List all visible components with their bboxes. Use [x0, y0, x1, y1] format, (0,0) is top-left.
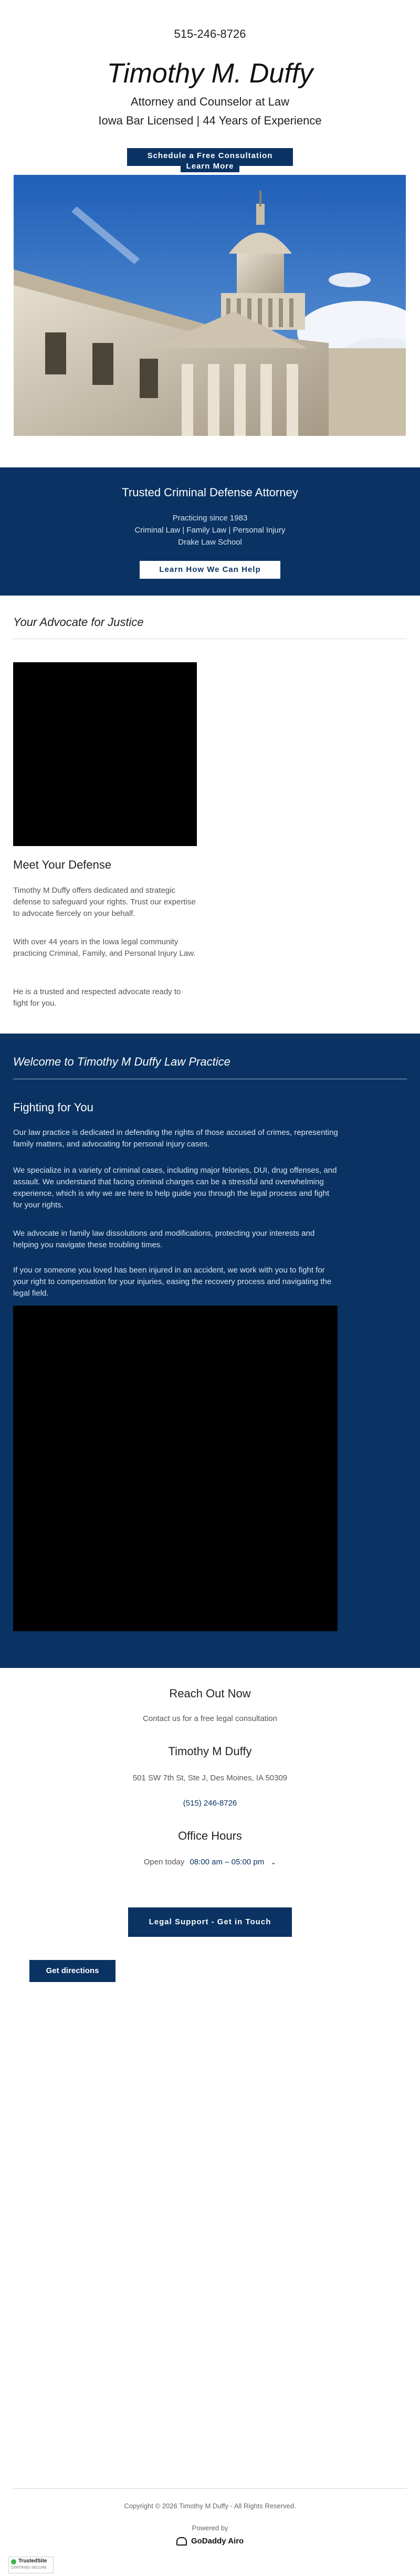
- legal-support-button[interactable]: [128, 1907, 292, 1937]
- legal-support-label: Legal Support - Get in Touch: [149, 1917, 271, 1926]
- get-directions-button[interactable]: [29, 1960, 116, 1982]
- learn-how-button[interactable]: [140, 561, 280, 579]
- welcome-paragraph-1: Our law practice is dedicated in defending the rights of those accused of crimes, representing family matters, and advocating for personal injury cases.: [13, 1128, 338, 1149]
- welcome-section: [0, 1034, 420, 1668]
- welcome-paragraph-3: We advocate in family law dissolutions and modifications, protecting your interests and helping you navigate these troubling times.: [13, 1229, 315, 1249]
- godaddy-logo-icon: [176, 2537, 187, 2546]
- copyright-text: Copyright © 2026 Timothy M Duffy - All Rights Reserved.: [124, 2502, 296, 2510]
- learn-how-label: Learn How We Can Help: [159, 565, 261, 574]
- trusted-line-2: Criminal Law | Family Law | Personal Injury: [134, 526, 286, 535]
- powered-by-label: Powered by: [192, 2524, 228, 2532]
- contact-address: 501 SW 7th St, Ste J, Des Moines, IA 50309: [132, 1774, 288, 1782]
- hours-value: 08:00 am – 05:00 pm: [190, 1858, 265, 1866]
- learn-more-button[interactable]: [181, 161, 239, 172]
- welcome-heading: Welcome to Timothy M Duffy Law Practice: [13, 1055, 230, 1068]
- footer-divider: [13, 2488, 407, 2489]
- meet-defense-heading: Meet Your Defense: [13, 858, 112, 871]
- godaddy-airo-link[interactable]: [0, 2537, 420, 2546]
- fighting-heading: Fighting for You: [13, 1101, 93, 1114]
- site-subtitle: Attorney and Counselor at Law: [130, 95, 290, 108]
- advocate-paragraph-3: He is a trusted and respected advocate ready to fight for you.: [13, 987, 181, 1008]
- contact-phone-link[interactable]: (515) 246-8726: [183, 1799, 237, 1808]
- reach-out-heading: Reach Out Now: [169, 1687, 251, 1700]
- trustedsite-badge[interactable]: [8, 2557, 54, 2573]
- welcome-paragraph-2: We specialize in a variety of criminal cases, including major felonies, DUI, drug offenses, and assault. We understand that facing criminal charges can be a stressful and overwhelming experience, which is why we are here to help guide you through the legal process and fight for your rights.: [13, 1166, 337, 1209]
- advocate-video[interactable]: [13, 662, 197, 846]
- chevron-down-icon: ⌄: [270, 1858, 277, 1866]
- trusted-line-1: Practicing since 1983: [172, 514, 248, 523]
- check-icon: [11, 2559, 16, 2564]
- welcome-paragraph-4: If you or someone you loved has been injured in an accident, we work with you to fight for your right to compensation for your injuries, easing the recovery process and navigating the legal field.: [13, 1266, 332, 1298]
- office-hours-toggle[interactable]: [0, 1858, 420, 1866]
- get-directions-label: Get directions: [46, 1966, 99, 1975]
- courthouse-dome-image: [14, 175, 406, 436]
- office-hours-heading: Office Hours: [178, 1829, 242, 1842]
- schedule-consultation-label: Schedule a Free Consultation: [147, 151, 273, 160]
- trusted-title: Trusted Criminal Defense Attorney: [122, 486, 298, 499]
- welcome-video[interactable]: [13, 1306, 338, 1631]
- badge-title: TrustedSite: [18, 2558, 47, 2564]
- open-today-label: Open today: [143, 1858, 185, 1866]
- contact-name: Timothy M Duffy: [168, 1745, 252, 1758]
- site-title: Timothy M. Duffy: [107, 58, 313, 89]
- badge-sub: CERTIFIED SECURE: [11, 2566, 47, 2570]
- advocate-paragraph-1: Timothy M Duffy offers dedicated and strategic defense to safeguard your rights. Trust our expertise to advocate fiercely on your behalf.: [13, 886, 196, 918]
- advocate-paragraph-2: With over 44 years in the Iowa legal community practicing Criminal, Family, and Personal Injury Law.: [13, 937, 196, 958]
- learn-more-label: Learn More: [186, 162, 234, 171]
- trusted-line-3: Drake Law School: [178, 538, 242, 547]
- advocate-heading: Your Advocate for Justice: [13, 616, 144, 629]
- header-phone[interactable]: 515-246-8726: [174, 27, 246, 40]
- trusted-section: [0, 467, 420, 596]
- credentials-line: Iowa Bar Licensed | 44 Years of Experience: [98, 114, 322, 127]
- reach-out-sub: Contact us for a free legal consultation: [143, 1714, 277, 1723]
- godaddy-airo-label: GoDaddy Airo: [191, 2537, 244, 2546]
